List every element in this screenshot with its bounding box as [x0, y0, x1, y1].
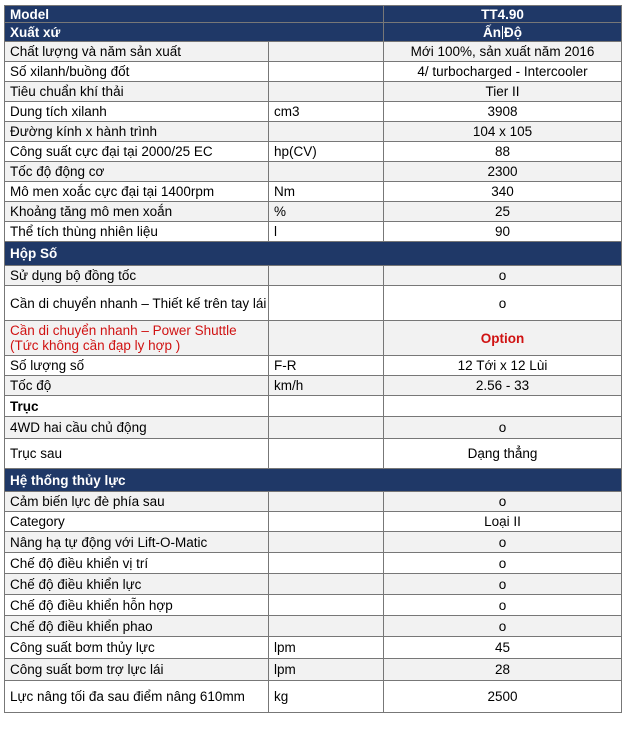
table-row — [5, 616, 622, 637]
table-row — [5, 637, 622, 659]
value-cell: Tier II — [384, 82, 622, 102]
unit-cell: Nm — [269, 182, 384, 202]
origin-value-part1: Ấn — [483, 24, 501, 40]
origin-label: Xuất xứ — [5, 23, 384, 42]
option-value-cell: Option — [384, 321, 622, 356]
value-cell: 4/ turbocharged - Intercooler — [384, 62, 622, 82]
param-cell: Công suất bơm trợ lực lái — [5, 659, 269, 681]
unit-cell: l — [269, 222, 384, 242]
param-cell: Category — [5, 512, 269, 532]
table-row — [5, 321, 622, 356]
param-cell: Trục sau — [5, 439, 269, 469]
value-cell: o — [384, 553, 622, 574]
value-cell: o — [384, 492, 622, 512]
table-row — [5, 82, 622, 102]
param-cell: Chất lượng và năm sản xuất — [5, 42, 269, 62]
table-row — [5, 553, 622, 574]
unit-cell — [269, 62, 384, 82]
param-cell: Cảm biến lực đè phía sau — [5, 492, 269, 512]
origin-value-part2: Độ — [504, 24, 522, 40]
table-row — [5, 122, 622, 142]
param-cell: Chế độ điều khiển lực — [5, 574, 269, 595]
value-cell: o — [384, 574, 622, 595]
unit-cell: lpm — [269, 659, 384, 681]
table-row — [5, 595, 622, 616]
param-cell: Dung tích xilanh — [5, 102, 269, 122]
param-cell: Khoảng tăng mô men xoắn — [5, 202, 269, 222]
table-row — [5, 356, 622, 376]
value-cell: 12 Tới x 12 Lùi — [384, 356, 622, 376]
hydraulic-title: Hệ thống thủy lực — [5, 469, 622, 492]
table-row — [5, 659, 622, 681]
unit-cell — [269, 574, 384, 595]
origin-row — [5, 23, 622, 42]
table-row — [5, 417, 622, 439]
spec-table — [4, 5, 622, 713]
table-row — [5, 492, 622, 512]
unit-cell — [269, 553, 384, 574]
value-cell: o — [384, 595, 622, 616]
gearbox-title: Hộp Số — [5, 242, 622, 266]
value-cell: 340 — [384, 182, 622, 202]
table-row — [5, 182, 622, 202]
param-cell: Đường kính x hành trình — [5, 122, 269, 142]
value-cell: 88 — [384, 142, 622, 162]
unit-cell — [269, 595, 384, 616]
unit-cell — [269, 286, 384, 321]
value-cell: o — [384, 616, 622, 637]
value-cell: 2300 — [384, 162, 622, 182]
value-cell: Dạng thẳng — [384, 439, 622, 469]
value-cell: o — [384, 266, 622, 286]
table-row — [5, 42, 622, 62]
param-cell: Số xilanh/buồng đốt — [5, 62, 269, 82]
param-cell: Tốc độ động cơ — [5, 162, 269, 182]
value-cell: o — [384, 286, 622, 321]
param-cell: Nâng hạ tự động với Lift-O-Matic — [5, 532, 269, 553]
unit-cell — [269, 439, 384, 469]
param-cell: Sử dụng bộ đồng tốc — [5, 266, 269, 286]
table-row — [5, 162, 622, 182]
value-cell — [384, 396, 622, 417]
table-row — [5, 266, 622, 286]
model-header-row — [5, 6, 622, 23]
param-cell: 4WD hai cầu chủ động — [5, 417, 269, 439]
unit-cell: kg — [269, 681, 384, 713]
value-cell: 28 — [384, 659, 622, 681]
value-cell: 104 x 105 — [384, 122, 622, 142]
param-cell: Chế độ điều khiển vị trí — [5, 553, 269, 574]
unit-cell: F-R — [269, 356, 384, 376]
param-cell: Thể tích thùng nhiên liệu — [5, 222, 269, 242]
param-cell: Chế độ điều khiển hỗn hợp — [5, 595, 269, 616]
table-row — [5, 142, 622, 162]
param-cell: Công suất cực đại tại 2000/25 EC — [5, 142, 269, 162]
axle-section-header — [5, 396, 622, 417]
param-cell: Công suất bơm thủy lực — [5, 637, 269, 659]
value-cell: 2500 — [384, 681, 622, 713]
value-cell: 25 — [384, 202, 622, 222]
unit-cell — [269, 122, 384, 142]
unit-cell — [269, 512, 384, 532]
unit-cell — [269, 42, 384, 62]
origin-value — [384, 23, 622, 42]
hydraulic-section-header — [5, 469, 622, 492]
unit-cell — [269, 532, 384, 553]
model-value: TT4.90 — [384, 6, 622, 23]
unit-cell — [269, 162, 384, 182]
unit-cell: lpm — [269, 637, 384, 659]
origin-divider — [502, 26, 503, 39]
unit-cell — [269, 616, 384, 637]
table-row — [5, 681, 622, 713]
unit-cell — [269, 417, 384, 439]
gearbox-section-header — [5, 242, 622, 266]
value-cell: o — [384, 417, 622, 439]
value-cell: 90 — [384, 222, 622, 242]
param-cell: Tiêu chuẩn khí thải — [5, 82, 269, 102]
table-row — [5, 376, 622, 396]
param-cell: Lực nâng tối đa sau điểm nâng 610mm — [5, 681, 269, 713]
value-cell: 2.56 - 33 — [384, 376, 622, 396]
table-row — [5, 202, 622, 222]
table-row — [5, 286, 622, 321]
unit-cell: hp(CV) — [269, 142, 384, 162]
unit-cell — [269, 396, 384, 417]
value-cell: o — [384, 532, 622, 553]
table-row — [5, 574, 622, 595]
table-row — [5, 102, 622, 122]
table-row — [5, 439, 622, 469]
value-cell: 3908 — [384, 102, 622, 122]
value-cell: Mới 100%, sản xuất năm 2016 — [384, 42, 622, 62]
table-row — [5, 62, 622, 82]
axle-title: Trục — [5, 396, 269, 417]
unit-cell: cm3 — [269, 102, 384, 122]
unit-cell — [269, 492, 384, 512]
unit-cell: km/h — [269, 376, 384, 396]
unit-cell — [269, 82, 384, 102]
value-cell: 45 — [384, 637, 622, 659]
param-cell: Số lượng số — [5, 356, 269, 376]
param-cell: Cần di chuyển nhanh – Power Shuttle (Tức không cần đạp ly hợp ) — [5, 321, 269, 356]
param-cell: Cần di chuyển nhanh – Thiết kế trên tay lái — [5, 286, 269, 321]
unit-cell — [269, 321, 384, 356]
model-label: Model — [5, 6, 384, 23]
unit-cell — [269, 266, 384, 286]
value-cell: Loại II — [384, 512, 622, 532]
param-cell: Chế độ điều khiển phao — [5, 616, 269, 637]
table-row — [5, 512, 622, 532]
table-row — [5, 532, 622, 553]
param-cell: Tốc độ — [5, 376, 269, 396]
table-row — [5, 222, 622, 242]
param-cell: Mô men xoắc cực đại tại 1400rpm — [5, 182, 269, 202]
unit-cell: % — [269, 202, 384, 222]
